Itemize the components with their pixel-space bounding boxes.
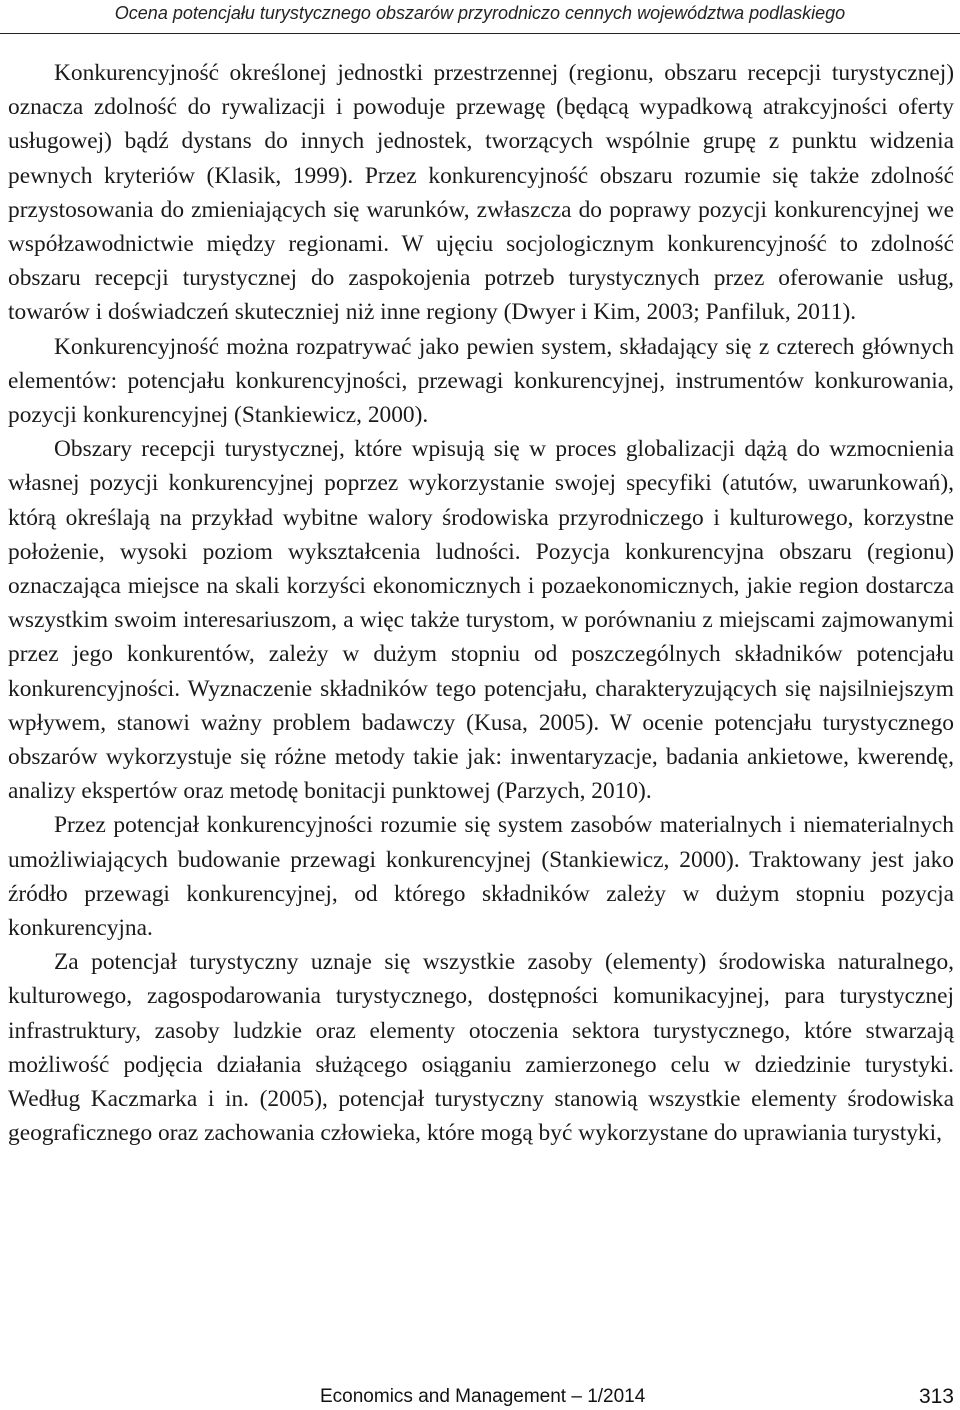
paragraph-tourism-potential: Za potencjał turystyczny uznaje się wszystkie zasoby (elementy) środowiska naturalnego, kulturowego, zagospodarowania turystycznego, dostępności komunikacyjnej, para turystycznej infrastruktury, zasoby ludzkie oraz elementy otoczenia sektora turystycznego, które stwarzają możliwość podjęcia działania służącego osiąganiu zamierzonego celu w dziedzinie turystyki. Według Kaczmarka i in. (2005), potencjał turystyczny stanowią wszystkie elementy środowiska geograficznego oraz zachowania człowieka, które mogą być wykorzystane do uprawiania turystyki, (8, 949, 954, 1147)
paragraph-competitiveness-system: Konkurencyjność można rozpatrywać jako pewien system, składający się z czterech głównych elementów: potencjału konkurencyjności, przewagi konkurencyjnej, instrumentów konkurowania, pozycji konkurencyjnej (Stankiewicz, 2000). (8, 333, 954, 429)
running-header (0, 0, 960, 34)
paragraph-reception-areas: Obszary recepcji turystycznej, które wpisują się w proces globalizacji dążą do wzmocnienia własnej pozycji konkurencyjnej poprzez wykorzystanie swojej specyfiki (atutów, uwarunkowań), którą określają na przykład wybitne walory środowiska przyrodniczego i kulturowego, korzystne położenie, wysoki poziom wykształcenia ludności. Pozycja konkurencyjna obszaru (regionu) oznaczająca miejsce na skali korzyści ekonomicznych i pozaekonomicznych, jakie region dostarcza wszystkim swoim interesariuszom, a więc także turystom, w porównaniu z miejscami zajmowanymi przez jego konkurentów, zależy w dużym stopniu od poszczególnych składników potencjału konkurencyjności. Wyznaczenie składników tego potencjału, charakteryzujących się najsilniejszym wpływem, stanowi ważny problem badawczy (Kusa, 2005). W ocenie potencjału turystycznego obszarów wykorzystuje się różne metody takie jak: inwentaryzacje, badania ankietowe, kwerendę, analizy ekspertów oraz metodę bonitacji punktowej (Parzych, 2010). (8, 436, 954, 805)
page-footer (0, 1384, 960, 1410)
running-title: Ocena potencjału turystycznego obszarów przyrodniczo cennych województwa podlaskiego (114, 3, 846, 23)
article-body (8, 56, 954, 1151)
page-number: 313 (918, 1385, 954, 1408)
journal-title: Economics and Management – 1/2014 (320, 1386, 646, 1407)
paragraph-competitiveness-definition: Konkurencyjność określonej jednostki przestrzennej (regionu, obszaru recepcji turystycznej) oznacza zdolność do rywalizacji i powoduje przewagę (będącą wypadkową atrakcyjności oferty usługowej) bądź dystans do innych jednostek, tworzących wspólnie grupę z punktu widzenia pewnych kryteriów (Klasik, 1999). Przez konkurencyjność obszaru rozumie się także zdolność przystosowania do zmieniających się warunków, zwłaszcza do poprawy pozycji konkurencyjnej we współzawodnictwie między regionami. W ujęciu socjologicznym konkurencyjność to zdolność obszaru recepcji turystycznej do zaspokojenia potrzeb turystycznych przez oferowanie usług, towarów i doświadczeń skuteczniej niż inne regiony (Dwyer i Kim, 2003; Panfiluk, 2011). (8, 60, 954, 326)
paragraph-competitive-potential: Przez potencjał konkurencyjności rozumie się system zasobów materialnych i niematerialnych umożliwiających budowanie przewagi konkurencyjnej (Stankiewicz, 2000). Traktowany jest jako źródło przewagi konkurencyjnej, od którego składników zależy w dużym stopniu pozycja konkurencyjna. (8, 812, 954, 942)
